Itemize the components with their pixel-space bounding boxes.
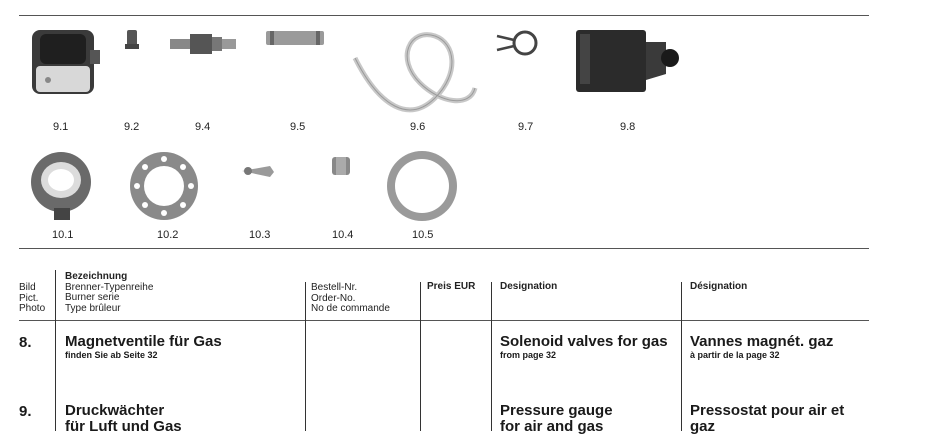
header-bestell [311,283,390,315]
section-9-de-line2: für Luft und Gas [65,418,182,435]
col-divider-1 [55,270,56,431]
section-9-de-title [65,403,182,435]
header-bild-en: Pict. [19,292,39,304]
header-bezeichnung-fr: Type brûleur [65,302,121,314]
small-fitting-icon [125,28,139,50]
section-8-de-title: Magnetventile für Gas [65,333,222,350]
section-8-fr-title: Vannes magnét. gaz [690,333,834,350]
middle-rule [19,248,869,249]
photo-label-10-5: 10.5 [412,229,434,241]
header-bezeichnung [65,272,153,314]
section-9-fr-line2: gaz [690,418,716,435]
section-9-fr-title [690,403,844,435]
photo-label-9-7: 9.7 [518,121,534,133]
photo-label-10-1: 10.1 [52,229,74,241]
threaded-nipple-icon [266,28,324,48]
section-8-number: 8. [19,334,32,351]
plastic-tube-icon [350,28,480,120]
section-9-en-line2: for air and gas [500,418,604,435]
header-bild [19,283,45,315]
photo-label-10-4: 10.4 [332,229,354,241]
col-divider-4 [491,282,492,431]
header-bestell-fr: No de commande [311,303,390,314]
section-8-en-title: Solenoid valves for gas [500,333,668,350]
photo-label-9-1: 9.1 [53,121,69,133]
col-divider-3 [420,282,421,431]
photo-label-9-4: 9.4 [195,121,211,133]
header-bestell-en: Order-No. [311,292,356,304]
header-bestell-de: Bestell-Nr. [311,282,358,293]
section-9-number: 9. [19,403,32,420]
flange-ring-icon [28,148,94,222]
header-designation-fr: Désignation [690,281,748,292]
col-divider-2 [305,282,306,431]
section-9-en-line1: Pressure gauge [500,402,613,419]
photo-label-9-5: 9.5 [290,121,306,133]
photo-label-9-8: 9.8 [620,121,636,133]
header-bezeichnung-en: Burner serie [65,292,120,303]
top-rule [19,15,869,16]
pressure-switch-icon [30,28,102,98]
photo-label-10-2: 10.2 [157,229,179,241]
hose-clamp-icon [495,28,541,58]
header-preis: Preis EUR [427,281,476,292]
flange-gasket-icon [128,150,200,222]
section-9-fr-line1: Pressostat pour air et [690,402,845,419]
small-bracket-icon [240,162,276,180]
header-bild-fr: Photo [19,303,46,314]
adapter-fitting-icon [170,30,236,58]
ring-gasket-icon [384,148,460,224]
section-9-de-line1: Druckwächter [65,402,165,419]
photo-label-9-2: 9.2 [124,121,140,133]
col-divider-5 [681,282,682,431]
bushing-icon [330,155,352,177]
header-bezeichnung-title: Bezeichnung [65,271,128,282]
section-8-en-sub: from page 32 [500,350,557,360]
header-designation: Designation [500,281,558,292]
header-bezeichnung-de: Brenner-Typenreihe [65,281,154,293]
section-8-de-sub: finden Sie ab Seite 32 [65,350,158,360]
section-9-en-title [500,403,613,435]
photo-label-10-3: 10.3 [249,229,271,241]
photo-label-9-6: 9.6 [410,121,426,133]
section-8-fr-sub: à partir de la page 32 [690,350,780,360]
connector-plug-icon [574,28,680,96]
header-rule [19,320,869,321]
header-bild-de: Bild [19,282,36,293]
